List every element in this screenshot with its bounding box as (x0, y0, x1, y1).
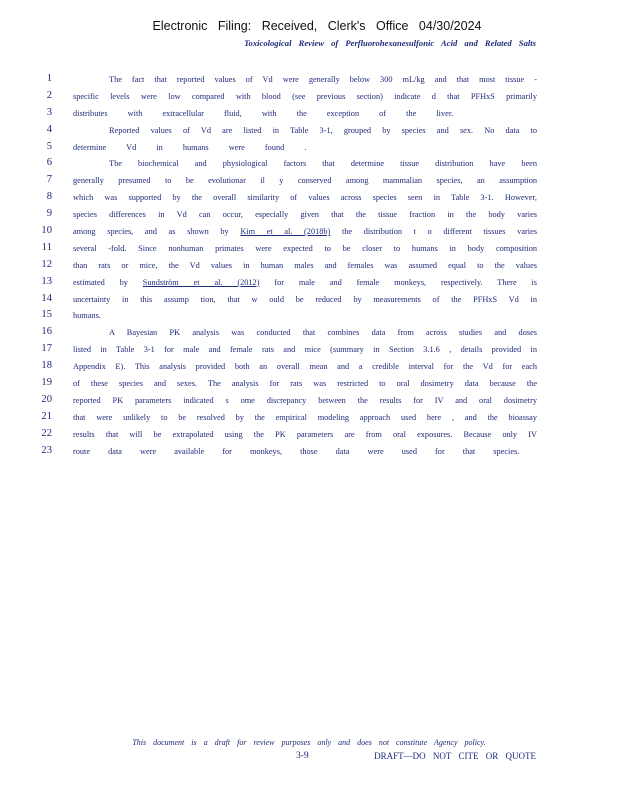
text-line (0, 411, 618, 428)
citation-link-kim-2018b[interactable]: Kim et al. (2018b) (240, 227, 331, 237)
text-line (0, 360, 618, 377)
text-line (0, 326, 618, 343)
line-text: that were unlikely to be resolved by the empirical modeling approach used here , and the bioassay (73, 412, 537, 422)
line-number: 13 (41, 275, 52, 287)
line-text: species differences in Vd can occur, especially given that the tissue fraction in the body varies (73, 210, 537, 220)
line-number: 14 (41, 292, 52, 304)
line-text: generally presumed to be evolutionar il y conserved among mammalian species, an assumption (73, 176, 537, 186)
line-number: 10 (41, 225, 52, 237)
text-line (0, 208, 618, 225)
citation-link-sundstrom-2012[interactable]: Sundström et al. (2012) (142, 277, 260, 287)
line-text: than rats or mice, the Vd values in human males and females was assumed equal to the values (73, 260, 537, 270)
text-line (0, 174, 618, 191)
line-number: 11 (41, 241, 52, 253)
text-line (0, 394, 618, 411)
line-text: Appendix E). This analysis provided both an overall mean and a credible interval for the Vd for each (73, 362, 537, 372)
line-number: 3 (46, 106, 52, 118)
line-number: 7 (46, 174, 52, 186)
text-line (0, 90, 618, 107)
text-line (0, 107, 618, 124)
line-text: reported PK parameters indicated s ome discrepancy between the results for IV and oral dosimetry (73, 395, 537, 405)
line-text: A Bayesian PK analysis was conducted that combines data from across studies and doses (109, 328, 537, 338)
document-body (0, 73, 618, 461)
line-number: 21 (41, 410, 52, 422)
text-line (0, 157, 618, 174)
text-line (0, 225, 618, 242)
line-text: specific levels were low compared with blood (see previous section) indicate d that PFHxS primarily (73, 91, 537, 101)
text-line (0, 377, 618, 394)
line-text: of these species and sexes. The analysis for rats was restricted to oral dosimetry data because the (73, 379, 537, 389)
line-number: 9 (46, 208, 52, 220)
line-number: 16 (41, 326, 52, 338)
line-text: determine Vd in humans were found . (73, 142, 307, 152)
line-number: 8 (46, 191, 52, 203)
line-number: 22 (41, 427, 52, 439)
running-header: Toxicological Review of Perfluorohexanesulfonic Acid and Related Salts (244, 38, 536, 48)
text-line (0, 343, 618, 360)
filing-stamp: Electronic Filing: Received, Clerk's Office 04/30/2024 (152, 19, 482, 33)
line-text: which was supported by the overall similarity of values across species seen in Table 3-1. However, (73, 193, 537, 203)
line-text-part: for male and female monkeys, respectively. There is (274, 277, 537, 287)
text-line (0, 124, 618, 141)
line-text: several -fold. Since nonhuman primates were expected to be closer to humans in body composition (73, 243, 537, 253)
line-text: distributes with extracellular fluid, with the exception of the liver. (73, 108, 454, 118)
text-line (0, 141, 618, 158)
line-number: 2 (46, 89, 52, 101)
line-text: humans. (73, 311, 101, 321)
text-line (0, 191, 618, 208)
text-line (0, 73, 618, 90)
line-text (73, 226, 537, 238)
text-line (0, 293, 618, 310)
text-line (0, 309, 618, 326)
text-line (0, 259, 618, 276)
line-text: The biochemical and physiological factors that determine tissue distribution have been (109, 159, 537, 169)
line-number: 17 (41, 343, 52, 355)
draft-label: DRAFT—DO NOT CITE OR QUOTE (374, 751, 536, 761)
draft-disclaimer: This document is a draft for review purposes only and does not constitute Agency policy. (132, 738, 486, 747)
line-number: 15 (41, 309, 52, 321)
line-text: The fact that reported values of Vd were generally below 300 mL/kg and that most tissue - (109, 75, 537, 84)
line-number: 1 (46, 73, 52, 84)
line-number: 18 (41, 360, 52, 372)
line-text: listed in Table 3-1 for male and female rats and mice (summary in Section 3.1.6 , details provided in (73, 345, 537, 355)
line-number: 5 (46, 140, 52, 152)
line-text-part: estimated by (73, 277, 143, 287)
line-text (73, 277, 537, 289)
line-number: 4 (46, 123, 52, 135)
line-number: 23 (41, 444, 52, 456)
line-number: 6 (46, 157, 52, 169)
text-line (0, 276, 618, 293)
text-line (0, 428, 618, 445)
page-number: 3-9 (296, 751, 309, 761)
line-number: 12 (41, 258, 52, 270)
line-text: uncertainty in this assump tion, that w ould be reduced by measurements of the PFHxS Vd in (73, 294, 537, 304)
line-text: Reported values of Vd are listed in Table 3-1, grouped by species and sex. No data to (109, 125, 537, 135)
line-number: 20 (41, 393, 52, 405)
text-line (0, 242, 618, 259)
line-text: route data were available for monkeys, those data were used for that species. (73, 446, 520, 456)
line-text-part: among species, and as shown by (73, 227, 241, 237)
text-line (0, 445, 618, 462)
line-text-part: the distribution t o different tissues varies (341, 227, 537, 237)
line-number: 19 (41, 377, 52, 389)
line-text: results that will be extrapolated using the PK parameters are from oral exposures. Because only IV (73, 429, 537, 439)
